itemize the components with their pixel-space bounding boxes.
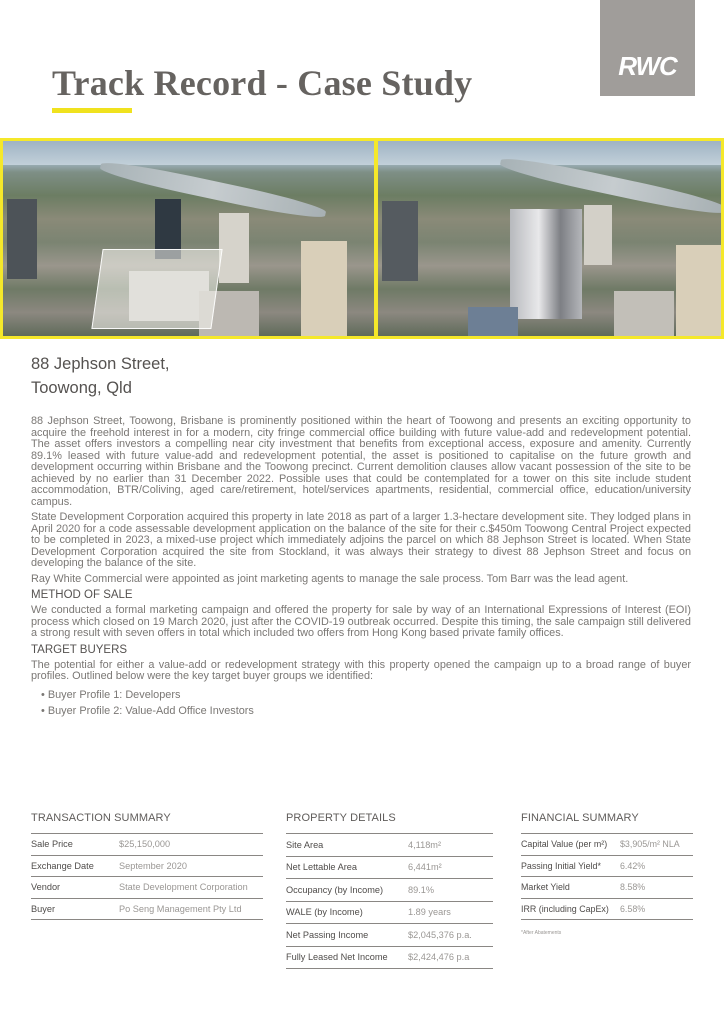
photo-building xyxy=(584,205,612,265)
row-value: 89.1% xyxy=(408,884,435,895)
photo-building xyxy=(510,209,582,319)
intro-paragraph: 88 Jephson Street, Toowong, Brisbane is prominently positioned within the heart of Toowong and presents an exciting opportunity to acquire the freehold interest in for a modern, city fringe commercial office building with future value-add and redevelopment potential. The asset offers investors a compelling near city investment that benefits from exceptional access, exposure and amenity. Currently 89.1% leased with future value-add and redevelopment potential, the asset is positioned to capitalise on the future growth and development occurring within Brisbane and the Toowong precinct. Current demolition clauses allow vacant possession of the site to be achieved by no earlier than 31 December 2022. Possible uses that could be contemplated for a tower on this site include student accommodation, BTR/Coliving, aged care/retirement, hotel/services apartments, residential, commercial office, education/university campus. xyxy=(31,415,691,508)
background-paragraph: State Development Corporation acquired this property in late 2018 as part of a larger 1.3-hectare development site. They lodged plans in April 2020 for a code assessable development application on the balance of the site for their c.$450m Toowong Central Project expected to be completed in 2023, a mixed-use project which immediately adjoins the parcel on which 88 Jephson Street is located. When State Development Corporation acquired the site from Stockland, it was always their strategy to divest 88 Jephson Street and focus on developing the balance of the site. xyxy=(31,511,691,569)
row-value: $25,150,000 xyxy=(119,839,171,850)
title-underline xyxy=(52,108,132,113)
row-label: WALE (by Income) xyxy=(286,907,363,918)
aerial-photo-after-render xyxy=(378,141,721,336)
row-label: Vendor xyxy=(31,882,61,893)
table-row xyxy=(521,856,693,878)
row-label: IRR (including CapEx) xyxy=(521,903,609,914)
row-value: State Development Corporation xyxy=(119,882,248,893)
photo-river xyxy=(99,157,328,222)
row-value: 6,441m² xyxy=(408,862,442,873)
table-title: TRANSACTION SUMMARY xyxy=(31,812,171,824)
photo-sky xyxy=(378,141,721,165)
property-address xyxy=(31,352,170,400)
address-line-1: 88 Jephson Street, xyxy=(31,355,170,373)
agents-paragraph: Ray White Commercial were appointed as joint marketing agents to manage the sale process. Tom Barr was the lead agent. xyxy=(31,572,629,585)
table-row xyxy=(31,834,263,856)
buyer-profile-item: • Buyer Profile 1: Developers xyxy=(41,687,691,703)
row-value: 1.89 years xyxy=(408,907,451,918)
row-label: Sale Price xyxy=(31,839,73,850)
buyer-profile-item: • Buyer Profile 2: Value-Add Office Investors xyxy=(41,703,691,719)
table-row xyxy=(286,924,493,947)
photo-building xyxy=(676,245,721,336)
row-value: $2,424,476 p.a xyxy=(408,952,470,963)
aerial-photo-before xyxy=(3,141,374,336)
row-label: Net Passing Income xyxy=(286,929,369,940)
table-title: FINANCIAL SUMMARY xyxy=(521,812,639,824)
page-title: Track Record - Case Study xyxy=(52,63,473,103)
image-band xyxy=(0,138,724,339)
table-row xyxy=(521,834,693,856)
row-value: $2,045,376 p.a. xyxy=(408,929,472,940)
row-label: Exchange Date xyxy=(31,860,94,871)
footnote: *After Abatements xyxy=(521,930,562,936)
row-label: Buyer xyxy=(31,903,56,914)
row-label: Passing Initial Yield* xyxy=(521,860,601,871)
photo-building xyxy=(614,291,674,336)
row-label: Market Yield xyxy=(521,882,570,893)
table-row xyxy=(521,877,693,899)
row-label: Net Lettable Area xyxy=(286,862,357,873)
row-value: September 2020 xyxy=(119,860,187,871)
row-label: Site Area xyxy=(286,839,324,850)
row-value: $3,905/m² NLA xyxy=(620,839,680,850)
table-row xyxy=(31,899,263,921)
table-row xyxy=(31,877,263,899)
photo-building xyxy=(301,241,347,336)
table-row xyxy=(31,856,263,878)
case-study-body xyxy=(31,416,691,719)
site-outline-overlay xyxy=(91,249,222,329)
photo-building xyxy=(382,201,418,281)
method-of-sale-heading: METHOD OF SALE xyxy=(31,589,133,601)
rwc-logo xyxy=(600,0,695,96)
target-buyers-text: The potential for either a value-add or redevelopment strategy with this property opened the campaign up to a broad range of buyer profiles. Outlined below were the key target buyer groups we identified: xyxy=(31,658,691,682)
row-value: 8.58% xyxy=(620,882,646,893)
row-label: Fully Leased Net Income xyxy=(286,952,388,963)
table-row xyxy=(286,902,493,925)
photo-building xyxy=(219,213,249,283)
transaction-summary-table xyxy=(31,812,263,920)
table-title: PROPERTY DETAILS xyxy=(286,812,396,824)
photo-building xyxy=(7,199,37,279)
row-value: 4,118m² xyxy=(408,839,442,850)
row-value: Po Seng Management Pty Ltd xyxy=(119,903,242,914)
photo-building xyxy=(468,307,518,336)
buyer-profile-list xyxy=(31,687,691,719)
photo-sky xyxy=(3,141,374,165)
address-line-2: Toowong, Qld xyxy=(31,379,132,397)
row-label: Occupancy (by Income) xyxy=(286,884,384,895)
row-value: 6.58% xyxy=(620,903,646,914)
financial-summary-table xyxy=(521,812,693,936)
property-details-table xyxy=(286,812,493,969)
row-label: Capital Value (per m²) xyxy=(521,839,608,850)
logo-text: RWC xyxy=(618,51,677,81)
method-of-sale-text: We conducted a formal marketing campaign and offered the property for sale by way of an International Expressions of Interest (EOI) process which closed on 19 March 2020, just after the COVID-19 outbreak occurred. Despite this timing, the sale campaign still delivered a strong result with seven offers in total which included two offers from Hong Kong based private family offices. xyxy=(31,604,691,639)
target-buyers-heading: TARGET BUYERS xyxy=(31,643,128,656)
table-row xyxy=(286,857,493,880)
table-row xyxy=(521,899,693,921)
table-row xyxy=(286,947,493,970)
row-value: 6.42% xyxy=(620,860,646,871)
table-row xyxy=(286,834,493,857)
table-row xyxy=(286,879,493,902)
